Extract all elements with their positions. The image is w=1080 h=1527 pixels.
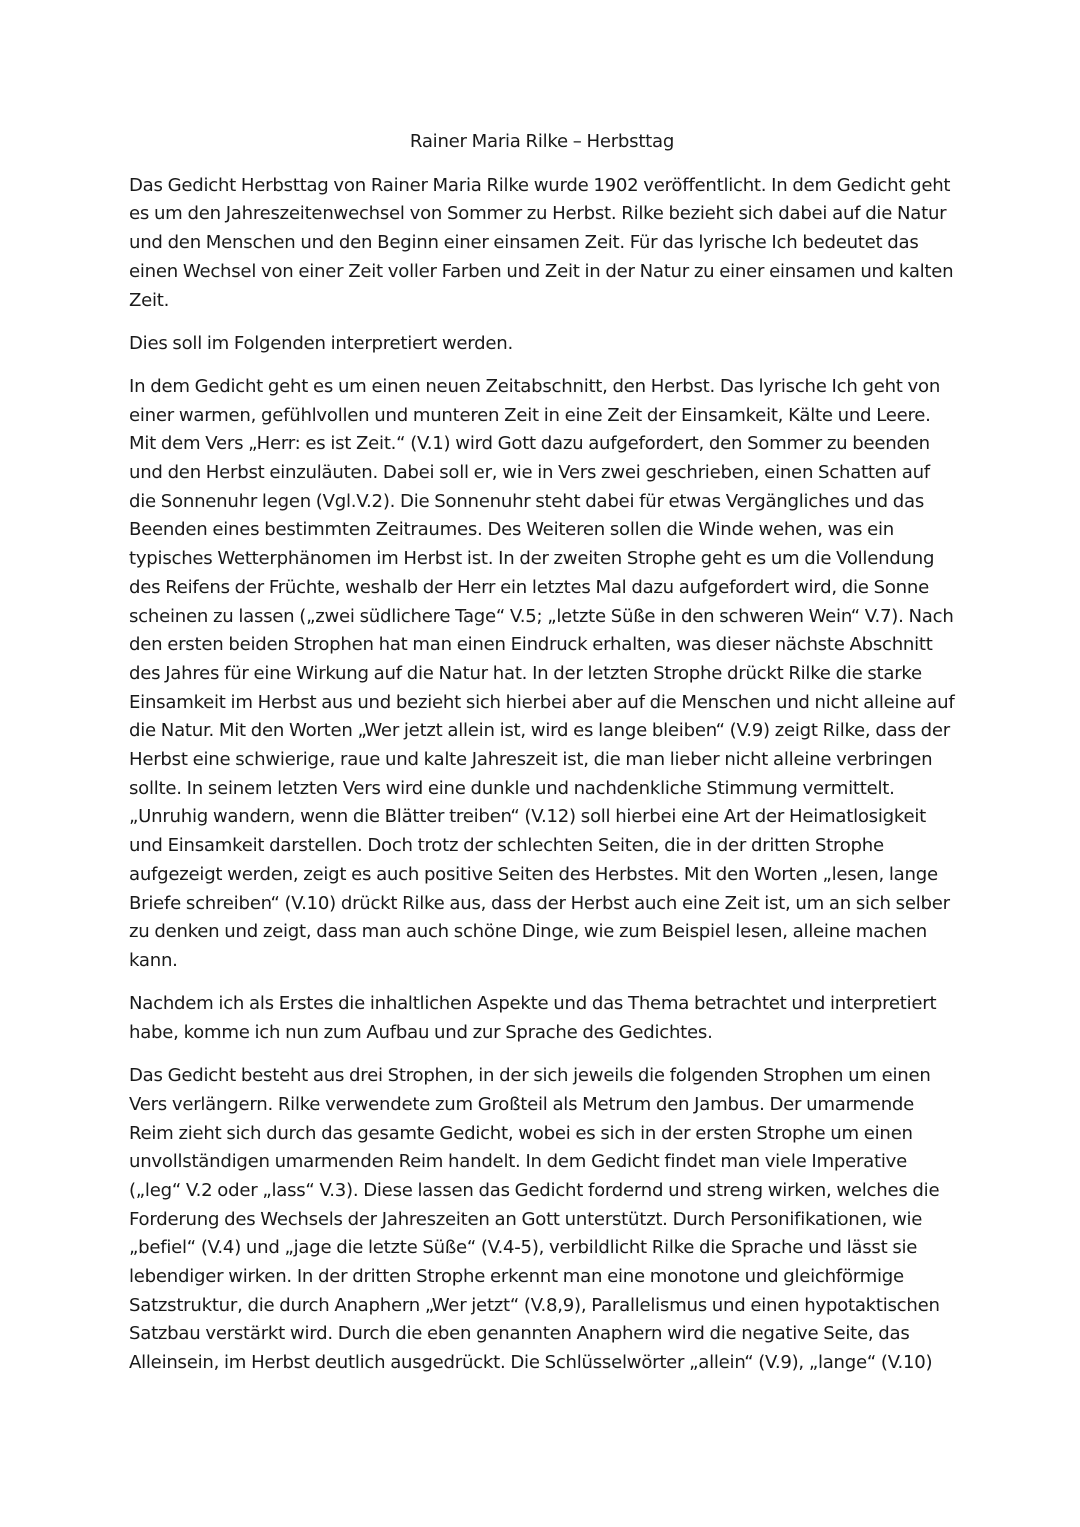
paragraph-structure-transition: Nachdem ich als Erstes die inhaltlichen Aspekte und das Thema betrachtet und interpretiert habe, komme ich nun zum Aufbau und zur Sprache des Gedichtes. (129, 993, 937, 1043)
paragraph-structure-language: Das Gedicht besteht aus drei Strophen, in der sich jeweils die folgenden Strophen um einen Vers verlängern. Rilke verwendete zum Großteil als Metrum den Jambus. Der umarmende Reim zieht sich durch das gesamte Gedicht, wobei es sich in der ersten Strophe um einen unvollständigen umarmenden Reim handelt. In dem Gedicht findet man viele Imperative („leg“ V.2 oder „lass“ V.3). Diese lassen das Gedicht fordernd und streng wirken, welches die Forderung des Wechsels der Jahreszeiten an Gott unterstützt. Durch Personifikationen, wie „befiel“ (V.4) und „jage die letzte Süße“ (V.4-5), verbildlicht Rilke die Sprache und lässt sie lebendiger wirken. In der dritten Strophe erkennt man eine monotone und gleichförmige Satzstruktur, die durch Anaphern „Wer jetzt“ (V.8,9), Parallelismus und einen hypotaktischen Satzbau verstärkt wird. Durch die eben genannten Anaphern wird die negative Seite, das Alleinsein, im Herbst deutlich ausgedrückt. Die Schlüsselwörter „allein“ (V.9), „lange“ (V.10) (129, 1065, 940, 1374)
paragraph-transition: Dies soll im Folgenden interpretiert werden. (129, 332, 514, 354)
document-title: Rainer Maria Rilke – Herbsttag (409, 131, 675, 152)
paragraph-content-analysis: In dem Gedicht geht es um einen neuen Zeitabschnitt, den Herbst. Das lyrische Ich geht von einer warmen, gefühlvollen und munteren Zeit in eine Zeit der Einsamkeit, Kälte und Leere. Mit dem Vers „Herr: es ist Zeit.“ (V.1) wird Gott dazu aufgefordert, den Sommer zu beenden und den Herbst einzuläuten. Dabei soll er, wie in Vers zwei geschrieben, einen Schatten auf die Sonnenuhr legen (Vgl.V.2). Die Sonnenuhr steht dabei für etwas Vergängliches und das Beenden eines bestimmten Zeitraumes. Des Weiteren sollen die Winde wehen, was ein typisches Wetterphänomen im Herbst ist. In der zweiten Strophe geht es um die Vollendung des Reifens der Früchte, weshalb der Herr ein letztes Mal dazu aufgefordert wird, die Sonne scheinen zu lassen („zwei südlichere Tage“ V.5; „letzte Süße in den schweren Wein“ V.7). Nach den ersten beiden Strophen hat man einen Eindruck erhalten, was dieser nächste Abschnitt des Jahres für eine Wirkung auf die Natur hat. In der letzten Strophe drückt Rilke die starke Einsamkeit im Herbst aus und bezieht sich hierbei aber auf die Menschen und nicht alleine auf die Natur. Mit den Worten „Wer jetzt allein ist, wird es lange bleiben“ (V.9) zeigt Rilke, dass der Herbst eine schwierige, raue und kalte Jahreszeit ist, die man lieber nicht alleine verbringen sollte. In seinem letzten Vers wird eine dunkle und nachdenkliche Stimmung vermittelt. „Unruhig wandern, wenn die Blätter treiben“ (V.12) soll hierbei eine Art der Heimatlosigkeit und Einsamkeit darstellen. Doch trotz der schlechten Seiten, die in der dritten Strophe aufgezeigt werden, zeigt es auch positive Seiten des Herbstes. Mit den Worten „lesen, lange Briefe schreiben“ (V.10) drückt Rilke aus, dass der Herbst auch eine Zeit ist, um an sich selber zu denken und zeigt, dass man auch schöne Dinge, wie zum Beispiel lesen, alleine machen kann. (129, 375, 955, 971)
document-body (129, 128, 955, 1392)
paragraph-introduction: Das Gedicht Herbsttag von Rainer Maria Rilke wurde 1902 veröffentlicht. In dem Gedicht geht es um den Jahreszeitenwechsel von Sommer zu Herbst. Rilke bezieht sich dabei auf die Natur und den Menschen und den Beginn einer einsamen Zeit. Für das lyrische Ich bedeutet das einen Wechsel von einer Zeit voller Farben und Zeit in der Natur zu einer einsamen und kalten Zeit. (129, 174, 954, 311)
